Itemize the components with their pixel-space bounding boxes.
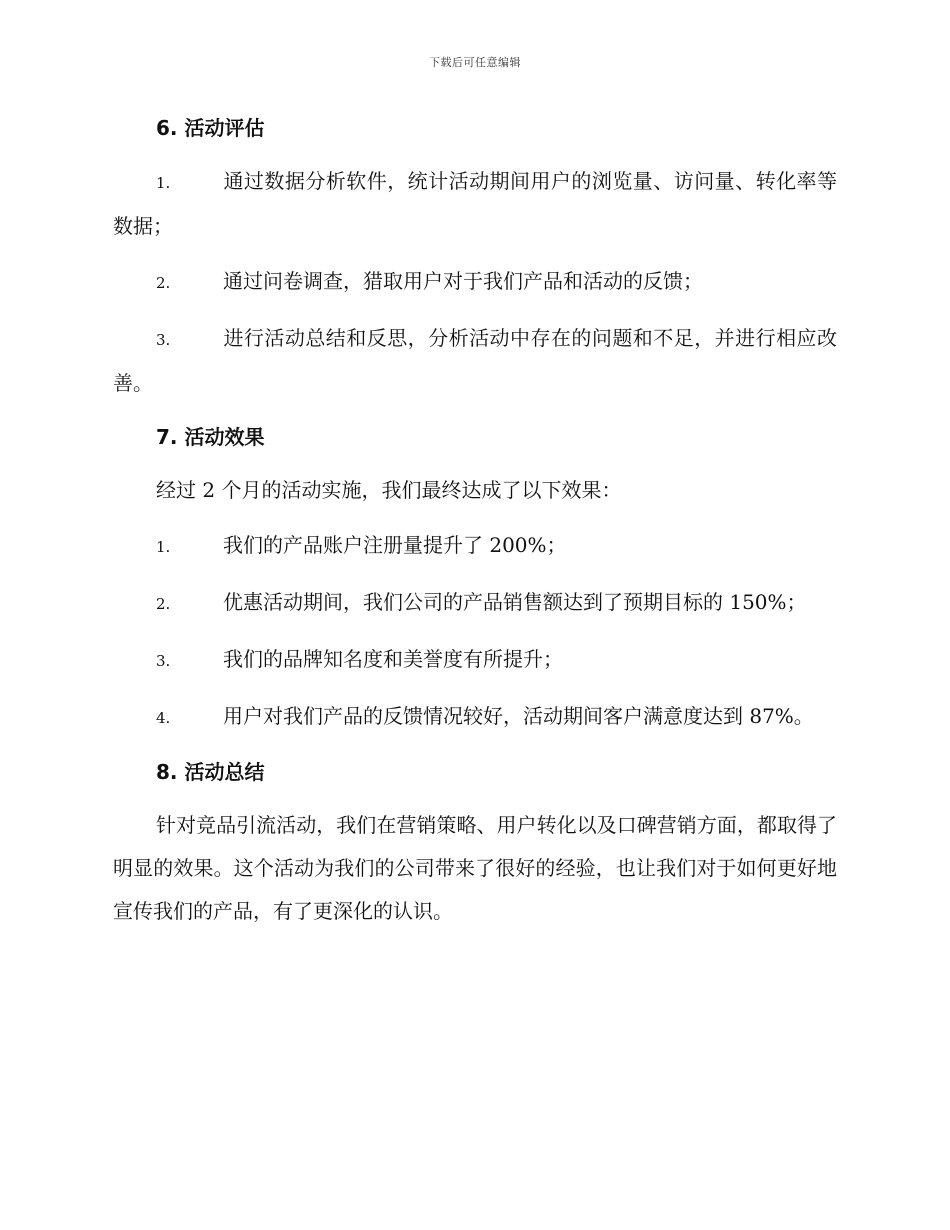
list-item	[113, 160, 837, 248]
list-number: 1.	[156, 538, 171, 556]
list-number: 3.	[156, 331, 171, 349]
list-text: 通过问卷调查，猎取用户对于我们产品和活动的反馈；	[223, 269, 703, 293]
list-number: 1.	[156, 174, 171, 192]
list-item	[113, 695, 837, 740]
section-heading-evaluation: 6. 活动评估	[156, 116, 265, 140]
list-item	[113, 524, 837, 569]
list-item	[113, 260, 837, 305]
list-item	[113, 317, 837, 405]
list-text: 优惠活动期间，我们公司的产品销售额达到了预期目标的 150%；	[223, 590, 807, 614]
list-item	[113, 581, 837, 626]
list-number: 4.	[156, 709, 171, 727]
list-text: 我们的品牌知名度和美誉度有所提升；	[223, 647, 563, 671]
list-text: 通过数据分析软件，统计活动期间用户的浏览量、访问量、转化率等数据；	[113, 169, 837, 238]
list-number: 2.	[156, 274, 171, 292]
document-body	[113, 108, 837, 933]
list-text: 进行活动总结和反思，分析活动中存在的问题和不足，并进行相应改善。	[113, 326, 837, 395]
header-note: 下载后可任意编辑	[429, 56, 521, 69]
list-number: 3.	[156, 652, 171, 670]
summary-paragraph: 针对竞品引流活动，我们在营销策略、用户转化以及口碑营销方面，都取得了明显的效果。这个活动为我们的公司带来了很好的经验，也让我们对于如何更好地宣传我们的产品，有了更深化的认识。	[113, 813, 837, 923]
list-number: 2.	[156, 595, 171, 613]
list-text: 用户对我们产品的反馈情况较好，活动期间客户满意度达到 87%。	[223, 704, 814, 728]
effects-intro: 经过 2 个月的活动实施，我们最终达成了以下效果：	[156, 478, 622, 502]
list-item	[113, 638, 837, 683]
section-heading-summary: 8. 活动总结	[156, 760, 265, 784]
list-text: 我们的产品账户注册量提升了 200%；	[223, 533, 567, 557]
section-heading-effects: 7. 活动效果	[156, 425, 265, 449]
